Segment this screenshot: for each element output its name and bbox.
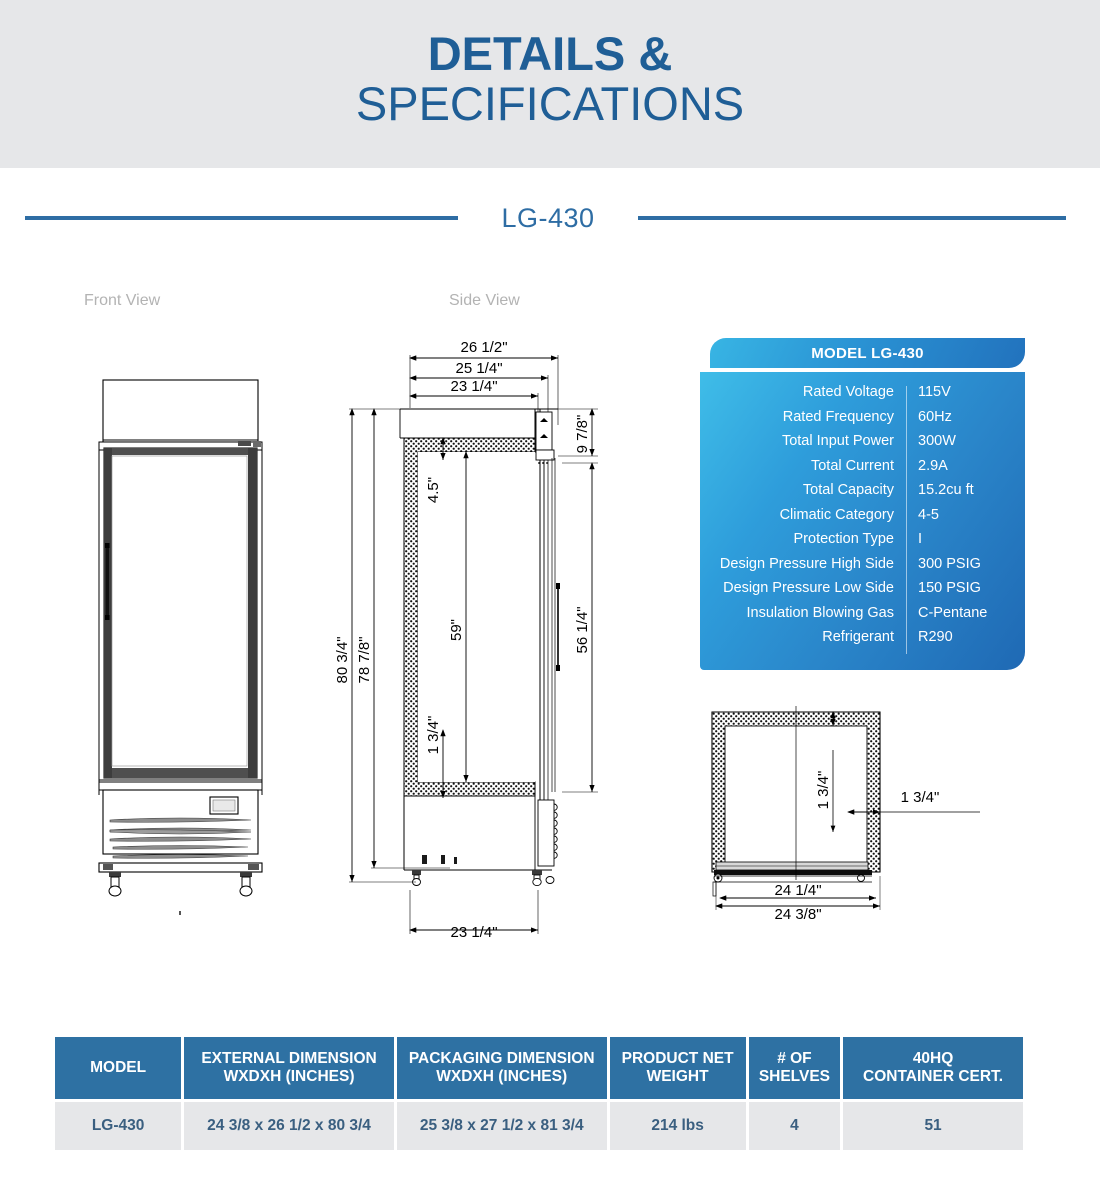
spec-key: Rated Frequency bbox=[782, 408, 894, 425]
spec-panel-title: MODEL LG-430 bbox=[710, 338, 1025, 368]
table-header-line1: PRODUCT NET bbox=[621, 1049, 734, 1067]
spec-panel-body bbox=[700, 372, 1025, 670]
spec-value: 300W bbox=[918, 433, 956, 449]
spec-row bbox=[700, 433, 1025, 458]
table-header-line1: 40HQ bbox=[912, 1049, 954, 1067]
cell-shelves: 4 bbox=[749, 1102, 840, 1150]
specification-table bbox=[55, 1037, 1023, 1150]
dim-9-seven-eighth: 9 7/8" bbox=[574, 414, 591, 454]
dim-4-5-insulation: 4.5" bbox=[425, 476, 442, 504]
spec-key: Total Input Power bbox=[781, 433, 894, 449]
side-view-label: Side View bbox=[449, 292, 520, 309]
front-view-drawing bbox=[70, 370, 290, 935]
spec-row bbox=[700, 507, 1025, 532]
spec-row bbox=[700, 482, 1025, 507]
spec-key: Rated Voltage bbox=[802, 384, 894, 400]
dim-59-interior: 59" bbox=[448, 618, 465, 642]
table-row bbox=[55, 1102, 1023, 1150]
table-header-external-dimension bbox=[184, 1037, 394, 1099]
spec-panel bbox=[700, 338, 1025, 670]
table-header-model bbox=[55, 1037, 181, 1099]
page-header-band bbox=[0, 0, 1100, 168]
cell-container-cert: 51 bbox=[843, 1102, 1023, 1150]
dim-1-three-quarter-wall: 1 3/4" bbox=[900, 789, 940, 806]
spec-value: I bbox=[918, 531, 923, 547]
cell-net-weight: 214 lbs bbox=[610, 1102, 746, 1150]
table-header-line2: CONTAINER CERT. bbox=[863, 1068, 1004, 1085]
table-header-net-weight bbox=[610, 1037, 746, 1099]
cell-external-dimension: 24 3/8 x 26 1/2 x 80 3/4 bbox=[184, 1102, 394, 1150]
table-header-line2: SHELVES bbox=[758, 1068, 831, 1085]
top-view-drawing bbox=[680, 690, 1020, 945]
dim-80-three-quarter: 80 3/4" bbox=[334, 636, 351, 684]
spec-row bbox=[700, 458, 1025, 483]
spec-row bbox=[700, 384, 1025, 409]
table-header-line1: PACKAGING DIMENSION bbox=[408, 1049, 595, 1067]
model-divider bbox=[0, 196, 1100, 240]
spec-key: Insulation Blowing Gas bbox=[746, 604, 894, 621]
table-header-text bbox=[863, 1050, 1003, 1087]
table-header-line2: WXDXH (INCHES) bbox=[436, 1068, 568, 1085]
spec-key: Design Pressure High Side bbox=[719, 555, 894, 572]
divider-rule-left bbox=[25, 216, 458, 220]
table-header-text bbox=[409, 1050, 595, 1087]
spec-value: 15.2cu ft bbox=[918, 482, 974, 498]
front-view-label: Front View bbox=[84, 292, 161, 309]
table-header-line1: EXTERNAL DIMENSION bbox=[201, 1049, 377, 1067]
dim-56-quarter: 56 1/4" bbox=[574, 606, 591, 654]
divider-rule-right bbox=[638, 216, 1066, 220]
dim-23-quarter-top: 23 1/4" bbox=[450, 378, 498, 395]
spec-value: R290 bbox=[918, 629, 953, 645]
spec-value: 300 PSIG bbox=[918, 555, 981, 572]
dim-1-three-quarter-side: 1 3/4" bbox=[425, 715, 442, 755]
table-header-container-cert bbox=[843, 1037, 1023, 1099]
page-title-line1: DETAILS & bbox=[427, 27, 673, 80]
table-header-shelves bbox=[749, 1037, 840, 1099]
spec-value: 4-5 bbox=[918, 506, 939, 523]
dim-23-quarter-bottom: 23 1/4" bbox=[450, 924, 498, 941]
spec-row bbox=[700, 531, 1025, 556]
table-header-text bbox=[201, 1050, 376, 1087]
spec-value: C-Pentane bbox=[918, 604, 988, 621]
spec-value: 60Hz bbox=[918, 408, 952, 425]
table-header-text bbox=[622, 1050, 734, 1087]
spec-value: 115V bbox=[918, 384, 951, 400]
spec-panel-divider bbox=[906, 386, 907, 654]
spec-row bbox=[700, 409, 1025, 434]
table-header-line2: WXDXH (INCHES) bbox=[223, 1068, 355, 1085]
spec-key: Total Capacity bbox=[802, 482, 894, 498]
dim-25-quarter: 25 1/4" bbox=[455, 360, 503, 377]
spec-row bbox=[700, 580, 1025, 605]
spec-key: Design Pressure Low Side bbox=[723, 580, 894, 596]
spec-row bbox=[700, 629, 1025, 654]
dim-1-three-quarter-inner: 1 3/4" bbox=[815, 770, 832, 810]
dim-26-half: 26 1/2" bbox=[460, 339, 508, 356]
side-view-drawing bbox=[330, 330, 620, 965]
table-header-line1: # OF bbox=[777, 1049, 812, 1067]
page-title bbox=[0, 27, 1100, 130]
table-header-row bbox=[55, 1037, 1023, 1099]
dim-78-seven-eighth: 78 7/8" bbox=[356, 636, 373, 684]
spec-value: 2.9A bbox=[918, 457, 948, 474]
page-title-line2: SPECIFICATIONS bbox=[355, 76, 745, 130]
spec-row bbox=[700, 556, 1025, 581]
table-header-line2: WEIGHT bbox=[646, 1068, 709, 1085]
spec-row bbox=[700, 605, 1025, 630]
cell-packaging-dimension: 25 3/8 x 27 1/2 x 81 3/4 bbox=[397, 1102, 607, 1150]
cell-model: LG-430 bbox=[55, 1102, 181, 1150]
spec-key: Total Current bbox=[810, 457, 894, 474]
table-header-packaging-dimension bbox=[397, 1037, 607, 1099]
table-header-text bbox=[759, 1050, 830, 1087]
model-name: LG-430 bbox=[501, 202, 595, 233]
spec-key: Protection Type bbox=[793, 531, 894, 547]
dim-24-quarter: 24 1/4" bbox=[774, 882, 822, 899]
spec-key: Climatic Category bbox=[779, 506, 894, 523]
spec-value: 150 PSIG bbox=[918, 580, 981, 596]
dim-24-three-eighth: 24 3/8" bbox=[774, 906, 822, 923]
spec-key: Refrigerant bbox=[822, 629, 894, 645]
table-header-line: MODEL bbox=[90, 1058, 147, 1076]
